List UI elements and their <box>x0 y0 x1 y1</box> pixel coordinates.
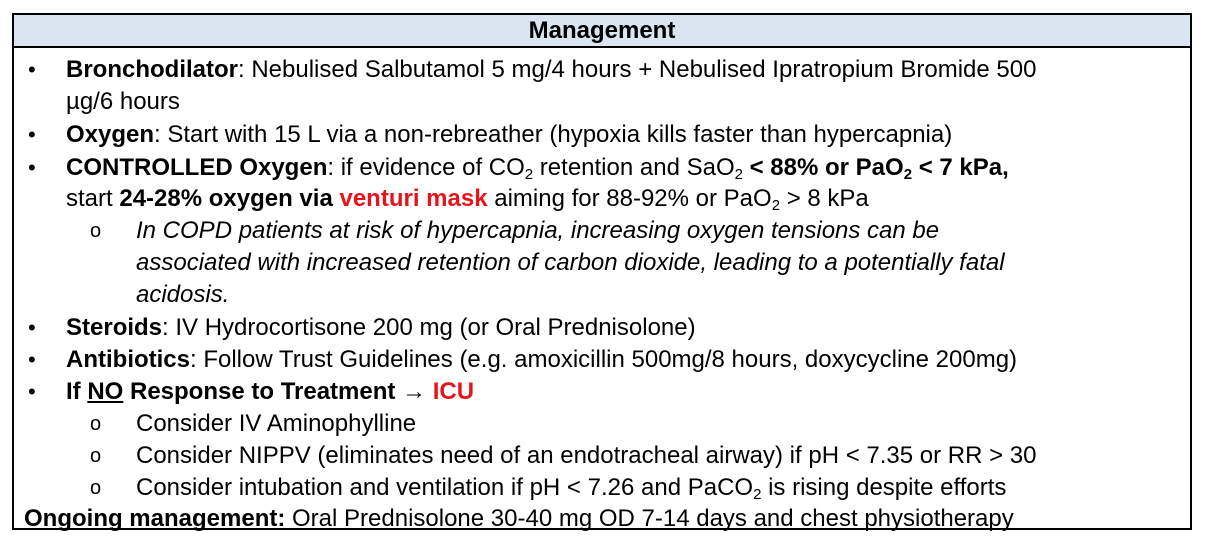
icu-highlight: ICU <box>432 378 475 405</box>
venturi-mask-highlight: venturi mask <box>339 185 488 212</box>
bullet-icon: • <box>28 122 36 147</box>
bullet-icon: • <box>28 347 36 372</box>
bullet-icon: • <box>28 155 36 180</box>
sub-bullet-icon: o <box>90 220 102 242</box>
sub-bullet-icon: o <box>90 477 102 499</box>
bullet-icon: • <box>28 57 36 82</box>
management-table: Management • Bronchodilator: Nebulised Salbutamol 5 mg/4 hours + Nebulised Ipratropium Bromide 500 µg/6 hours • Oxygen: Start with 15 L via a non-rebreather (hypoxia kills faster than hypercapnia) • CONTROLLED Oxygen: if evidence of $CO_2$ retention and SaO$_2$ < 88% or PaO$_2$ < 7 kPa, start 24-28% oxygen via venturi mask aiming for 88-92% or PaO$_2$ > 8 kPa o In COPD patients at risk of hypercapnia, increasing oxygen tensions can be associated with increased retention of carbon dioxide, leading to a potentially fatal acidosis. • Steroids: IV Hydrocortisone 200 mg (or Oral Prednisolone) • Antibiotics: Follow Trust Guidelines (e.g. amoxicillin 500mg/8 hours, doxycycline 200mg) • If NO Response to Treatment → ICU o Consider IV Aminophylline o Consider NIPPV (eliminates need of an endotracheal airway) if pH < 7.35 or RR > 30 o Consider intubation and ventilation if pH < 7.26 and PaCO$_2$ is rising despite efforts Ongoing management: Oral Prednisolone 30-40 mg OD 7-14 days and chest physiotherapy <box>12 13 1192 530</box>
sub-bullet-icon: o <box>90 413 102 435</box>
bullet-icon: • <box>28 315 36 340</box>
sub-bullet-icon: o <box>90 445 102 467</box>
table-header: Management <box>14 15 1190 48</box>
bullet-icon: • <box>28 379 36 404</box>
